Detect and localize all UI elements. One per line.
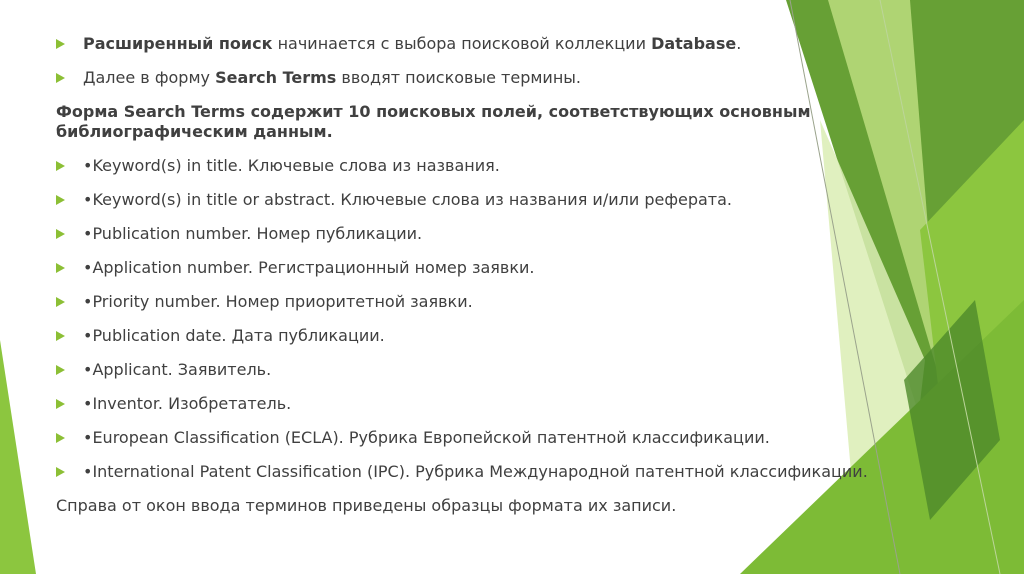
bullet-arrow-icon <box>56 39 65 49</box>
bullet-arrow-icon <box>56 433 65 443</box>
list-item <box>56 224 916 258</box>
list-item <box>56 326 916 360</box>
list-item <box>56 156 916 190</box>
field-ecla: •European Classification (ECLA). Рубрика Европейской патентной классификации. <box>83 428 770 447</box>
advanced-search-term: Расширенный поиск <box>83 34 273 53</box>
intro2-text: Далее в форму <box>83 68 216 87</box>
bullet-arrow-icon <box>56 73 65 83</box>
bullet-arrow-icon <box>56 229 65 239</box>
bullet-arrow-icon <box>56 297 65 307</box>
database-term: Database <box>651 34 737 53</box>
field-priority-number: •Priority number. Номер приоритетной заявки. <box>83 292 473 311</box>
slide-content <box>56 34 916 530</box>
field-ipc: •International Patent Classification (IPC). Рубрика Международной патентной классификации. <box>83 462 868 481</box>
intro-search-start <box>56 34 916 68</box>
list-item <box>56 190 916 224</box>
bullet-arrow-icon <box>56 263 65 273</box>
bullet-arrow-icon <box>56 331 65 341</box>
field-publication-number: •Publication number. Номер публикации. <box>83 224 423 243</box>
bullet-arrow-icon <box>56 195 65 205</box>
bullet-arrow-icon <box>56 365 65 375</box>
list-item <box>56 394 916 428</box>
intro-text: начинается с выбора поисковой коллекции <box>272 34 652 53</box>
field-application-number: •Application number. Регистрационный номер заявки. <box>83 258 535 277</box>
list-item <box>56 360 916 394</box>
bullet-arrow-icon <box>56 467 65 477</box>
field-publication-date: •Publication date. Дата публикации. <box>83 326 385 345</box>
field-keyword-title-abstract: •Keyword(s) in title or abstract. Ключевые слова из названия и/или реферата. <box>83 190 733 209</box>
bullet-arrow-icon <box>56 161 65 171</box>
list-item <box>56 428 916 462</box>
intro2-tail: вводят поисковые термины. <box>336 68 581 87</box>
field-keyword-title: •Keyword(s) in title. Ключевые слова из названия. <box>83 156 500 175</box>
field-inventor: •Inventor. Изобретатель. <box>83 394 292 413</box>
form-description-paragraph: Форма Search Terms содержит 10 поисковых полей, соответствующих основным библиографическим данным. <box>56 102 811 141</box>
left-accent-shape <box>0 340 36 574</box>
list-item <box>56 292 916 326</box>
closing-note: Справа от окон ввода терминов приведены образцы формата их записи. <box>56 496 677 515</box>
intro-search-terms <box>56 68 916 102</box>
intro-tail: . <box>736 34 742 53</box>
list-item <box>56 258 916 292</box>
bullet-arrow-icon <box>56 399 65 409</box>
field-applicant: •Applicant. Заявитель. <box>83 360 272 379</box>
search-terms-term: Search Terms <box>215 68 337 87</box>
list-item <box>56 462 916 496</box>
